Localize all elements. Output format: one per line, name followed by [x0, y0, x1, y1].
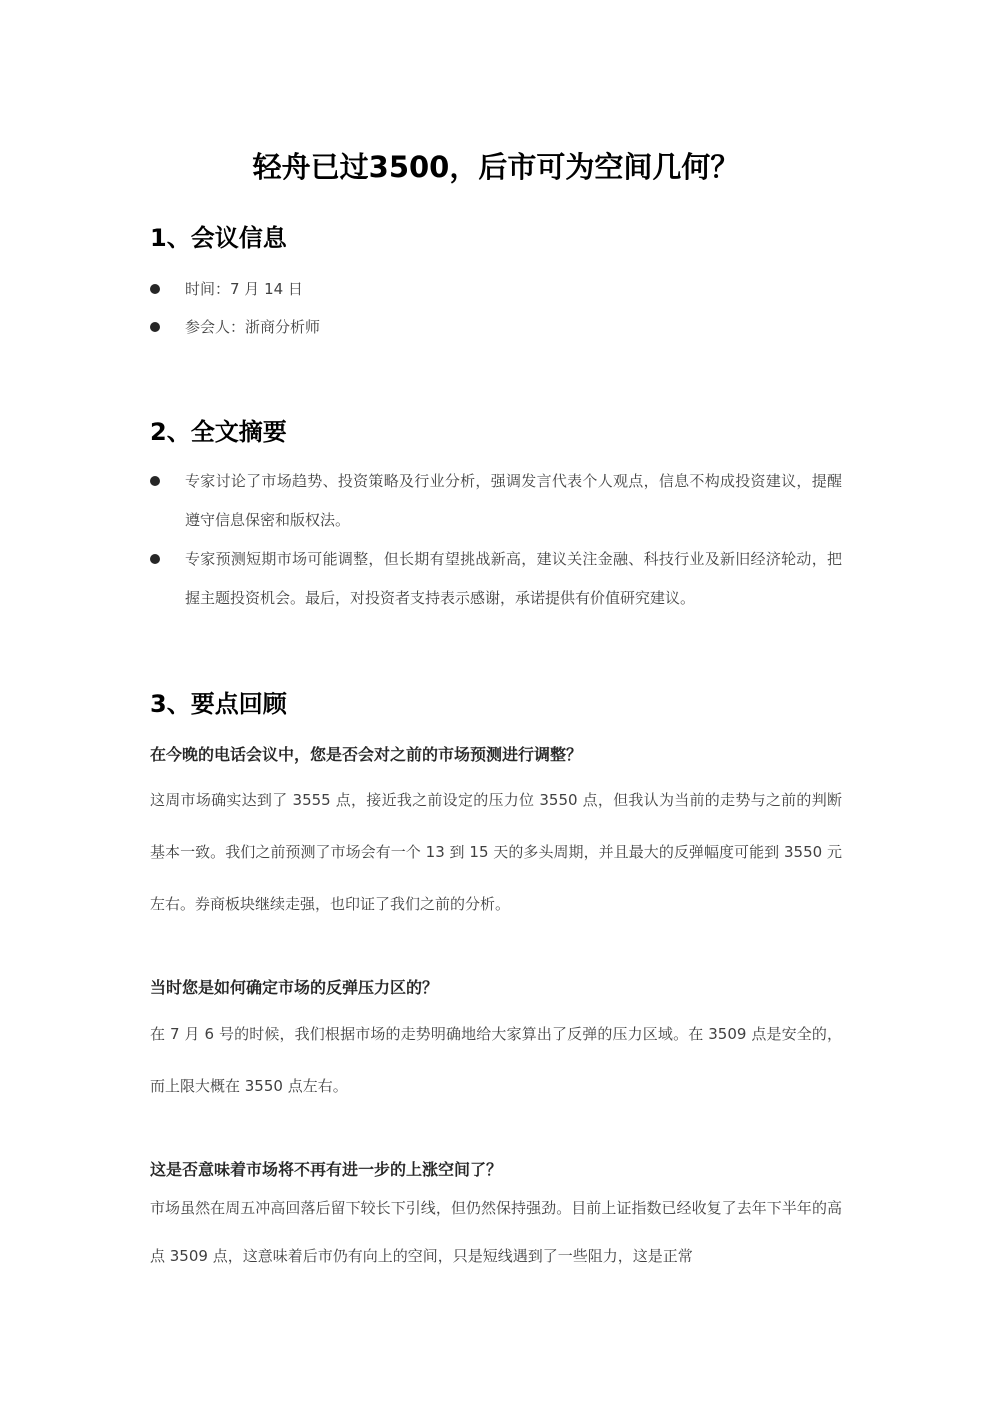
list-item	[150, 270, 842, 309]
summary-paragraph: 专家预测短期市场可能调整，但长期有望挑战新高，建议关注金融、科技行业及新旧经济轮动，把握主题投资机会。最后，对投资者支持表示感谢，承诺提供有价值研究建议。	[185, 550, 842, 607]
section-heading-key-points: 3、要点回顾	[150, 690, 287, 718]
question-heading: 当时您是如何确定市场的反弹压力区的？	[150, 978, 439, 997]
meeting-time: 时间：7 月 14 日	[185, 280, 303, 298]
bullet-icon	[150, 322, 160, 332]
section-heading-meeting-info: 1、会议信息	[150, 224, 287, 252]
bullet-icon	[150, 554, 160, 564]
section-heading-summary: 2、全文摘要	[150, 418, 287, 446]
bullet-icon	[150, 284, 160, 294]
list-item	[150, 462, 842, 540]
question-heading: 这是否意味着市场将不再有进一步的上涨空间了？	[150, 1160, 503, 1179]
bullet-icon	[150, 476, 160, 486]
question-heading: 在今晚的电话会议中，您是否会对之前的市场预测进行调整？	[150, 745, 583, 764]
summary-paragraph: 专家讨论了市场趋势、投资策略及行业分析，强调发言代表个人观点，信息不构成投资建议，提醒遵守信息保密和版权法。	[185, 472, 842, 529]
list-item	[150, 540, 842, 618]
answer-paragraph: 这周市场确实达到了 3555 点，接近我之前设定的压力位 3550 点，但我认为当前的走势与之前的判断基本一致。我们之前预测了市场会有一个 13 到 15 天的多头周期，并且最大的反弹幅度可能到 3550 元左右。券商板块继续走强，也印证了我们之前的分析。	[150, 791, 842, 913]
answer-paragraph: 在 7 月 6 号的时候，我们根据市场的走势明确地给大家算出了反弹的压力区域。在 3509 点是安全的，而上限大概在 3550 点左右。	[150, 1025, 842, 1095]
document-title: 轻舟已过3500，后市可为空间几何？	[252, 150, 740, 184]
list-item	[150, 308, 842, 347]
answer-paragraph: 市场虽然在周五冲高回落后留下较长下引线，但仍然保持强劲。目前上证指数已经收复了去年下半年的高点 3509 点，这意味着后市仍有向上的空间，只是短线遇到了一些阻力，这是正常	[150, 1199, 842, 1265]
meeting-participants: 参会人：浙商分析师	[185, 318, 321, 336]
